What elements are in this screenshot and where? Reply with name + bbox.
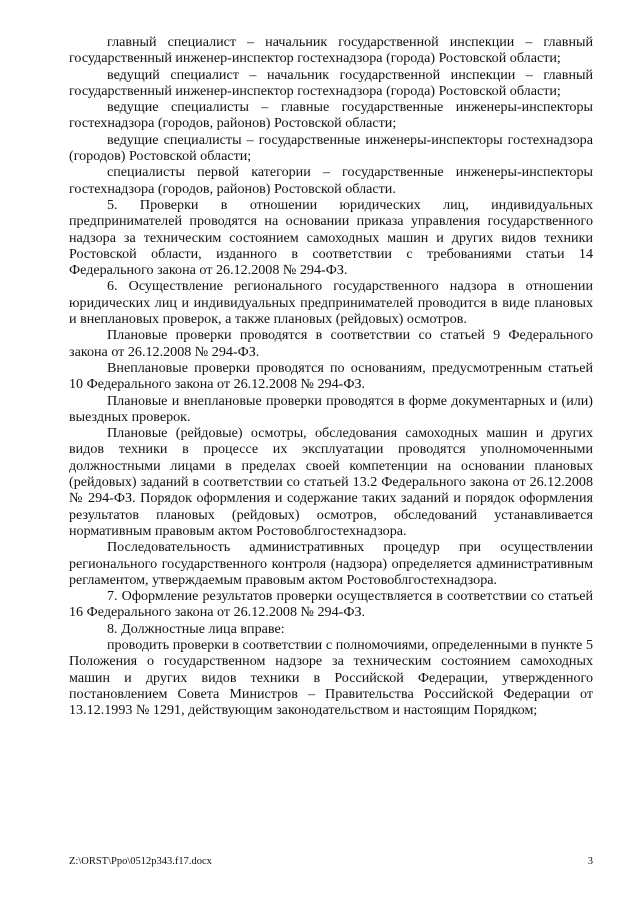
paragraph-chief-specialist: главный специалист – начальник государственной инспекции – главный государственный инженер-инспектор гостехнадзора (города) Ростовской области;: [69, 34, 593, 67]
page-footer: [69, 855, 593, 869]
document-body: [69, 34, 593, 718]
clause-7: 7. Оформление результатов проверки осуществляется в соответствии со статьей 16 Федерального закона от 26.12.2008 № 294-ФЗ.: [69, 588, 593, 621]
paragraph-first-category-specialists: специалисты первой категории – государственные инженеры-инспекторы гостехнадзора (городов, районов) Ростовской области.: [69, 164, 593, 197]
paragraph-leading-specialists-chief-inspectors: ведущие специалисты – главные государственные инженеры-инспекторы гостехнадзора (городов, районов) Ростовской области;: [69, 99, 593, 132]
paragraph-inspection-forms: Плановые и внеплановые проверки проводятся в форме документарных и (или) выездных проверок.: [69, 392, 593, 425]
paragraph-leading-specialists-inspectors: ведущие специалисты – государственные инженеры-инспекторы гостехнадзора (городов) Ростовской области;: [69, 131, 593, 165]
paragraph-officials-rights: проводить проверки в соответствии с полномочиями, определенными в пункте 5 Положения о государственном надзоре за техническим состоянием самоходных машин и других видов техники в Российской Федерации, утвержденного постановлением Совета Министров – Правительства Российской Федерации от 13.12.1993 № 1291, действующим законодательством и настоящим Порядком;: [69, 636, 593, 719]
paragraph-administrative-procedures: Последовательность административных процедур при осуществлении регионального государственного контроля (надзора) определяется административным регламентом, утверждаемым правовым актом Ростовоблгостехнадзора.: [69, 539, 593, 588]
clause-5: 5. Проверки в отношении юридических лиц, индивидуальных предпринимателей проводятся на основании приказа управления государственного надзора за техническим состоянием самоходных машин и других видов техники Ростовской области, изданного в соответствии с требованиями статьи 14 Федерального закона от 26.12.2008 № 294-ФЗ.: [69, 196, 593, 279]
paragraph-raid-inspections: Плановые (рейдовые) осмотры, обследования самоходных машин и других видов техники в процессе их эксплуатации проводятся уполномоченными должностными лицами в пределах своей компетенции на основании плановых (рейдовых) заданий в соответствии со статьей 13.2 Федерального закона от 26.12.2008 № 294-ФЗ. Порядок оформления и содержание таких заданий и порядок оформления результатов плановых (рейдовых) осмотров, обследований устанавливается нормативным правовым актом Ростовоблгостехнадзора.: [69, 425, 593, 539]
paragraph-leading-specialist: ведущий специалист – начальник государственной инспекции – главный государственный инженер-инспектор гостехнадзора (города) Ростовской области;: [69, 66, 593, 99]
paragraph-unplanned-inspections: Внеплановые проверки проводятся по основаниям, предусмотренным статьей 10 Федерального закона от 26.12.2008 № 294-ФЗ.: [69, 359, 593, 393]
paragraph-planned-inspections: Плановые проверки проводятся в соответствии со статьей 9 Федерального закона от 26.12.2008 № 294-ФЗ.: [69, 327, 593, 360]
file-path: Z:\ORST\Ppo\0512p343.f17.docx: [69, 856, 212, 867]
clause-8: 8. Должностные лица вправе:: [107, 620, 285, 637]
clause-6: 6. Осуществление регионального государственного надзора в отношении юридических лиц и индивидуальных предпринимателей проводится в виде плановых и внеплановых проверок, а также плановых (рейдовых) осмотров.: [69, 278, 593, 328]
page-number: 3: [587, 856, 593, 867]
